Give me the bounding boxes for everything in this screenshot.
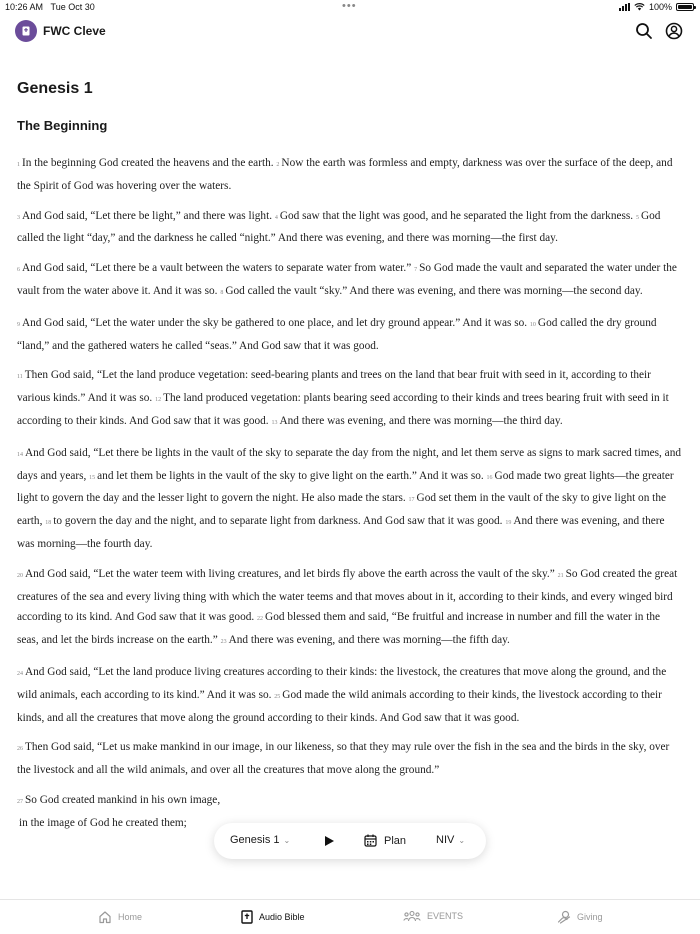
verse-paragraphs	[17, 153, 683, 836]
verse-number: 21	[557, 572, 564, 579]
verse-text[interactable]: Now the earth was formless and empty, darkness was over the surface of the deep, and the Spirit of God was hovering over the waters.	[17, 157, 673, 192]
verse-paragraph	[17, 258, 683, 304]
giving-icon	[557, 910, 571, 924]
verse-text[interactable]: So God created mankind in his own image,	[25, 793, 221, 806]
status-bar	[0, 0, 700, 14]
tab-audio-bible[interactable]	[241, 910, 305, 924]
verse-text[interactable]: Then God said, “Let us make mankind in our image, in our likeness, so that they may rule over the fish in the sea and the birds in the sky, over the livestock and all the wild animals, and over all the creatures that move along the ground.”	[17, 741, 670, 777]
audio-player-bar	[214, 823, 486, 859]
verse-number: 14	[17, 451, 23, 458]
verse-number: 25	[274, 693, 281, 700]
group-icon	[403, 910, 421, 922]
tab-events[interactable]	[403, 910, 463, 922]
verse-text[interactable]: And God said, “Let the water under the sky be gathered to one place, and let dry ground appear.” And it was so.	[22, 316, 528, 329]
verse-text[interactable]: God blessed them and said, “Be fruitful and increase in number and fill the water in the seas, and let the birds increase on the earth.”	[17, 611, 661, 647]
tab-home[interactable]	[98, 910, 142, 924]
chevron-down-icon: ⌄	[283, 835, 291, 845]
verse-text[interactable]: God saw that the light was good, and he separated the light from the darkness.	[279, 209, 634, 222]
home-icon	[98, 910, 112, 924]
verse-text[interactable]: to govern the day and the night, and to separate light from darkness. And God saw that it was good.	[53, 515, 503, 528]
verse-text[interactable]: God called the vault “sky.” And there was evening, and there was morning—the second day.	[225, 284, 643, 297]
verse-number: 6	[17, 267, 20, 274]
cellular-signal-icon	[619, 3, 630, 11]
verse-number: 17	[408, 497, 415, 504]
book-icon	[20, 25, 32, 37]
calendar-icon	[364, 834, 377, 847]
verse-paragraph	[17, 564, 683, 653]
tab-audio-bible-label: Audio Bible	[259, 912, 305, 922]
verse-number: 1	[17, 162, 20, 168]
chapter-selector[interactable]	[230, 834, 290, 846]
verse-text[interactable]: And God said, “Let the land produce living creatures according to their kinds: the livestock, the creatures that move along the ground, and the wild animals, each according to its kind.” And it was so.	[17, 665, 667, 701]
app-header	[0, 16, 700, 48]
verse-text[interactable]: God set them in the vault of the sky to give light on the earth,	[17, 492, 666, 528]
verse-paragraph	[17, 790, 683, 813]
multitask-dots-icon[interactable]: •••	[342, 0, 357, 12]
verse-paragraph	[17, 737, 683, 781]
verse-paragraph	[17, 365, 683, 433]
verse-number: 24	[17, 670, 23, 677]
verse-paragraph	[17, 443, 683, 555]
verse-number: 4	[274, 214, 278, 221]
status-time: 10:26 AM Tue Oct 30	[5, 2, 95, 12]
verse-text[interactable]: in the image of God he created them;	[19, 816, 187, 829]
verse-number: 19	[505, 520, 512, 527]
verse-number: 5	[635, 214, 639, 221]
verse-number: 13	[271, 419, 278, 426]
verse-text[interactable]: Then God said, “Let the land produce vegetation: seed-bearing plants and trees on the land that bear fruit with seed in it, according to their various kinds.” And it was so.	[17, 369, 651, 405]
verse-number: 2	[276, 162, 280, 168]
verse-number: 18	[45, 520, 52, 527]
tab-giving-label: Giving	[577, 912, 603, 922]
verse-number: 26	[17, 746, 23, 753]
verse-number: 8	[220, 289, 224, 296]
verse-text[interactable]: So God made the vault and separated the water under the vault from the water above it. And it was so.	[17, 262, 677, 297]
verse-number: 23	[220, 639, 227, 646]
verse-number: 7	[414, 267, 418, 274]
chevron-down-icon: ⌄	[458, 835, 466, 845]
verse-text[interactable]: And there was evening, and there was morning—the fourth day.	[17, 515, 665, 550]
verse-text[interactable]: God called the light “day,” and the darkness he called “night.” And there was evening, and there was morning—the first day.	[17, 209, 661, 245]
verse-text[interactable]: So God created the great creatures of the sea and every living thing with which the water teems and that moves about in it, according to their kinds, and every winged bird according to its kind. And God saw that it was good.	[17, 567, 678, 624]
bible-reader	[17, 80, 683, 845]
search-icon[interactable]	[635, 22, 653, 40]
battery-icon	[676, 3, 694, 11]
tab-home-label: Home	[118, 912, 143, 922]
tab-giving[interactable]	[557, 910, 603, 924]
verse-text[interactable]: God made the wild animals according to their kinds, the livestock according to their kinds, and all the creatures that move along the ground according to their kinds. And God saw that it was good.	[17, 688, 662, 724]
verse-number: 3	[17, 214, 20, 221]
verse-number: 12	[155, 397, 162, 404]
verse-paragraph	[17, 206, 683, 250]
wifi-icon	[634, 3, 645, 11]
version-selector[interactable]	[436, 834, 465, 846]
verse-text[interactable]: And God said, “Let there be a vault between the waters to separate water from water.”	[22, 262, 412, 275]
verse-text[interactable]: God called the dry ground “land,” and the gathered waters he called “seas.” And God saw that it was good.	[17, 316, 657, 352]
status-indicators	[619, 2, 694, 12]
version-label: NIV	[436, 834, 455, 846]
app-logo[interactable]	[15, 20, 37, 42]
chapter-selector-label: Genesis 1	[230, 834, 280, 846]
verse-text[interactable]: God made two great lights—the greater light to govern the day and the lesser light to govern the night. He also made the stars.	[17, 469, 674, 505]
verse-number: 20	[17, 572, 23, 579]
verse-text[interactable]: And God said, “Let there be lights in the vault of the sky to separate the day from the night, and let them serve as signs to mark sacred times, and days and years,	[17, 446, 681, 482]
verse-number: 27	[17, 798, 23, 805]
tab-bar	[0, 899, 700, 934]
chapter-title: Genesis 1	[17, 80, 93, 97]
section-title: The Beginning	[17, 118, 108, 133]
verse-text[interactable]: And God said, “Let the water teem with living creatures, and let birds fly above the earth across the vault of the sky.”	[25, 567, 555, 580]
play-icon[interactable]	[323, 835, 335, 847]
verse-number: 11	[17, 374, 23, 381]
verse-text[interactable]: The land produced vegetation: plants bearing seed according to their kinds and trees bearing fruit with seed in it according to their kinds. And God saw that it was good.	[17, 392, 669, 427]
verse-text[interactable]: And God said, “Let there be light,” and there was light.	[22, 209, 273, 222]
verse-number: 9	[17, 321, 20, 328]
verse-text[interactable]: and let them be lights in the vault of the sky to give light on the earth.” And it was so.	[97, 469, 484, 482]
verse-paragraph	[17, 662, 683, 728]
verse-number: 22	[257, 616, 264, 623]
account-icon[interactable]	[665, 22, 683, 40]
verse-paragraph	[17, 313, 683, 357]
app-name: FWC Cleve	[43, 24, 106, 38]
verse-number: 10	[529, 321, 536, 328]
tab-events-label: EVENTS	[427, 911, 464, 921]
verse-number: 15	[89, 474, 96, 481]
verse-number: 16	[486, 474, 493, 481]
plan-button[interactable]	[364, 834, 406, 847]
verse-paragraph	[17, 153, 683, 197]
plan-label: Plan	[384, 834, 407, 847]
verse-text[interactable]: In the beginning God created the heavens and the earth.	[22, 157, 274, 169]
battery-percent: 100%	[648, 2, 672, 12]
verse-text[interactable]: And there was evening, and there was morning—the third day.	[279, 414, 563, 427]
verse-text[interactable]: And there was evening, and there was morning—the fifth day.	[228, 634, 510, 647]
bible-icon	[241, 910, 253, 924]
